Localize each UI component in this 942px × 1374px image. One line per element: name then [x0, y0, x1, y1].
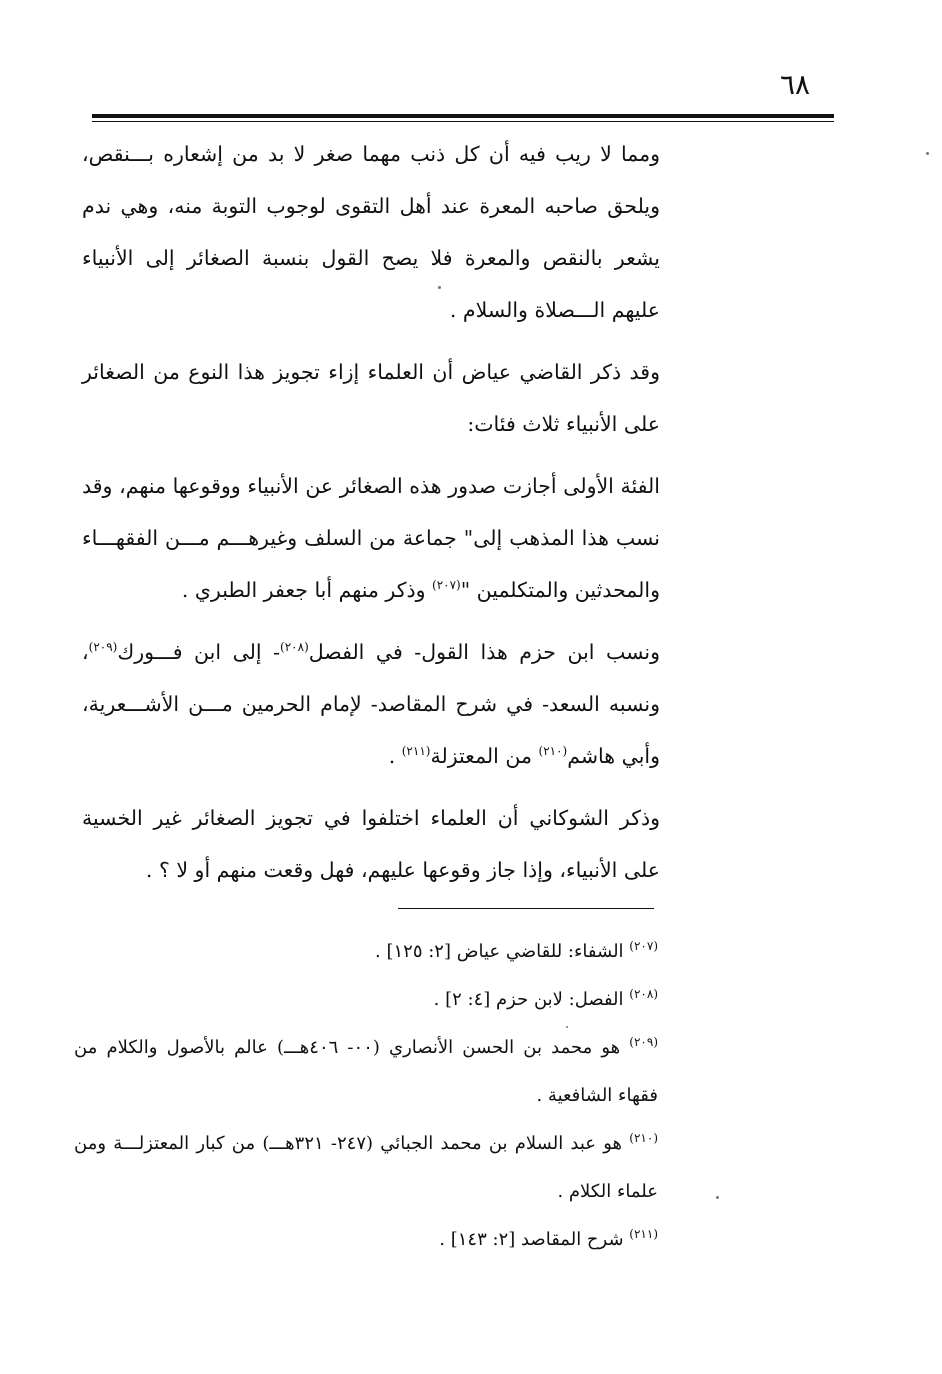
scan-speck — [438, 286, 441, 289]
paragraph-text: وذكر الشوكاني أن العلماء اختلفوا في تجويز الصغائر غير الخسية على الأنبياء، وإذا جاز وقوعها عليهم، فهل وقعت منهم أو لا ؟ . — [82, 806, 660, 882]
footnote-208 — [74, 976, 658, 1024]
paragraph-text: ، ونسبه السعد- في شرح المقاصد- لإمام الحرمين مـــن الأشـــعرية، وأبي هاشم — [82, 640, 660, 768]
paragraph-3 — [82, 460, 660, 616]
footnote-text: الشفاء: للقاضي عياض [٢: ١٢٥] . — [375, 941, 630, 962]
footnote-211 — [74, 1216, 658, 1264]
header-rule-thick — [92, 114, 834, 118]
footnote-ref-210: (٢١٠) — [538, 744, 568, 759]
scan-speck — [716, 1196, 719, 1199]
paragraph-text: وقد ذكر القاضي عياض أن العلماء إزاء تجويز هذا النوع من الصغائر على الأنبياء ثلاث فئات: — [82, 360, 660, 436]
footnote-text: هو محمد بن الحسن الأنصاري (٠٠- ٤٠٦هـــ) عالم بالأصول والكلام من فقهاء الشافعية . — [74, 1037, 658, 1106]
header-rule-thin — [92, 121, 834, 122]
paragraph-text: . — [388, 744, 402, 768]
footnote-separator — [398, 908, 654, 909]
footnote-ref-209: (٢٠٩) — [88, 640, 118, 655]
main-text — [82, 128, 660, 896]
paragraph-text: وذكر منهم أبا جعفر الطبري . — [181, 578, 432, 602]
paragraph-5 — [82, 792, 660, 896]
paragraph-4 — [82, 626, 660, 782]
paragraph-2 — [82, 346, 660, 450]
footnote-text: هو عبد السلام بن محمد الجبائي (٢٤٧- ٣٢١هـــ) من كبار المعتزلـــة ومن علماء الكلام . — [74, 1133, 658, 1202]
paragraph-text: ومما لا ريب فيه أن كل ذنب مهما صغر لا بد من إشعاره بـــنقص، ويلحق صاحبه المعرة عند أهل التقوى لوجوب التوبة منه، وهي ندم يشعر بالنقص والمعرة فلا يصح القول بنسبة الصغائر إلى الأنبياء عليهم الـــصلاة والسلام . — [82, 142, 660, 322]
footnotes — [74, 928, 658, 1264]
paragraph-1 — [82, 128, 660, 336]
footnote-ref-207: (٢٠٧) — [432, 578, 461, 593]
scan-speck — [926, 152, 929, 155]
scan-speck — [566, 1026, 568, 1028]
footnote-number: (٢١٠) — [629, 1131, 658, 1145]
footnote-number: (٢٠٧) — [629, 939, 658, 953]
footnote-text: الفصل: لابن حزم [٤: ٢] . — [433, 989, 630, 1010]
page-number: ٦٨ — [780, 68, 811, 101]
footnote-number: (٢٠٩) — [629, 1035, 658, 1049]
paragraph-text: الفئة الأولى أجازت صدور هذه الصغائر عن الأنبياء ووقوعها منهم، وقد نسب هذا المذهب إلى" جماعة من السلف وغيرهـــم مـــن الفقهـــاء والمحدثين والمتكلمين " — [82, 474, 660, 602]
footnote-text: شرح المقاصد [٢: ١٤٣] . — [439, 1229, 630, 1250]
paragraph-text: - إلى ابن فـــورك — [117, 640, 281, 664]
footnote-number: (٢٠٨) — [629, 987, 658, 1001]
footnote-209 — [74, 1024, 658, 1120]
footnote-210 — [74, 1120, 658, 1216]
footnote-ref-208: (٢٠٨) — [280, 640, 309, 655]
paragraph-text: ونسب ابن حزم هذا القول- في الفصل — [308, 640, 661, 664]
footnote-207 — [74, 928, 658, 976]
footnote-ref-211: (٢١١) — [401, 744, 431, 759]
footnote-number: (٢١١) — [629, 1227, 658, 1241]
paragraph-text: من المعتزلة — [430, 744, 539, 768]
